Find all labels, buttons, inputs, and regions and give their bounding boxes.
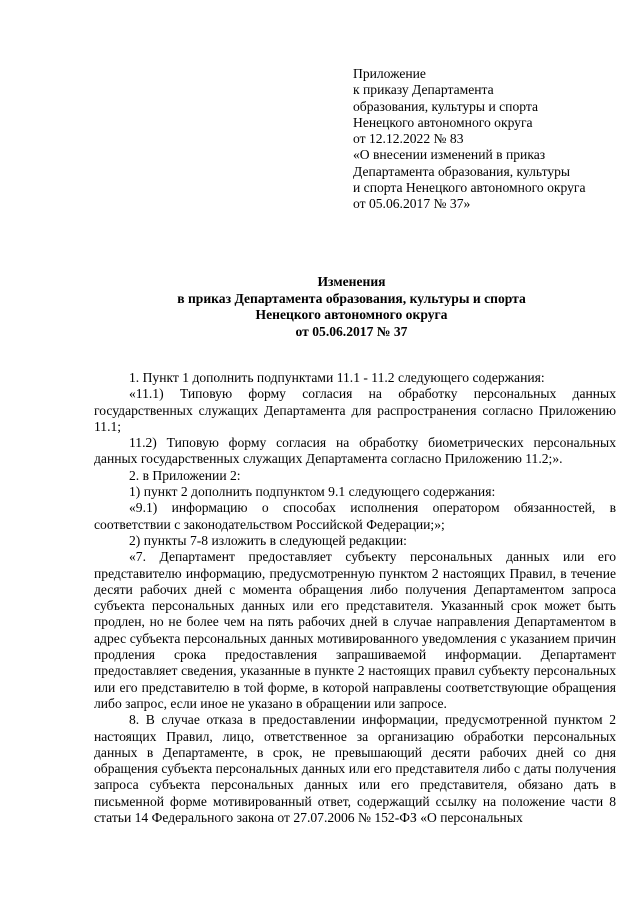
header-line: Ненецкого автономного округа <box>353 114 533 130</box>
title-line: Изменения <box>317 274 386 289</box>
paragraph: «11.1) Типовую форму согласия на обработку персональных данных государственных служащих Департамента для распространения согласно Приложению 11.1; <box>94 386 616 434</box>
header-line: Приложение <box>353 66 426 81</box>
paragraph: 2) пункты 7-8 изложить в следующей редакции: <box>129 532 407 548</box>
header-line: Департамента образования, культуры <box>353 163 571 179</box>
paragraph: 11.2) Типовую форму согласия на обработку биометрических персональных данных государственных служащих Департамента согласно Приложению 11.2;». <box>94 435 616 467</box>
title-line: в приказ Департамента образования, культуры и спорта <box>177 290 526 306</box>
document-body <box>94 370 616 826</box>
appendix-header <box>353 66 623 213</box>
paragraph: 1) пункт 2 дополнить подпунктом 9.1 следующего содержания: <box>129 484 496 500</box>
title-line: от 05.06.2017 № 37 <box>295 323 408 339</box>
header-line: от 05.06.2017 № 37» <box>353 196 471 212</box>
paragraph: 1. Пункт 1 дополнить подпунктами 11.1 - 11.2 следующего содержания: <box>129 370 545 385</box>
header-line: от 12.12.2022 № 83 <box>353 131 464 147</box>
paragraph: 8. В случае отказа в предоставлении информации, предусмотренной пунктом 2 настоящих Правил, лицо, ответственное за организацию обработки персональных данных в Департаменте, в срок, не превышающий десяти рабочих дней со дня обращения субъекта персональных данных или его представителя либо с даты получения запроса субъекта персональных данных или его представителя, обязано дать в письменной форме мотивированный ответ, содержащий ссылку на положение части 8 статьи 14 Федерального закона от 27.07.2006 № 152-ФЗ «О персональных <box>94 712 616 826</box>
title-line: Ненецкого автономного округа <box>255 307 448 323</box>
paragraph: 2. в Приложении 2: <box>129 467 241 483</box>
header-line: к приказу Департамента <box>353 82 494 98</box>
header-line: образования, культуры и спорта <box>353 98 539 114</box>
header-line: «О внесении изменений в приказ <box>353 147 546 163</box>
header-line: и спорта Ненецкого автономного округа <box>353 180 586 196</box>
paragraph: «7. Департамент предоставляет субъекту персональных данных или его представителю информацию, предусмотренную пунктом 2 настоящих Правил, в течение десяти рабочих дней с момента обращения либо получения Департаментом запроса субъекта персональных данных или его представителя. Указанный срок может быть продлен, но не более чем на пять рабочих дней в случае направления Департаментом в адрес субъекта персональных данных мотивированного уведомления с указанием причин продления срока предоставления запрашиваемой информации. Департамент предоставляет сведения, указанные в пункте 2 настоящих правил субъекту персональных или его представителю в той форме, в которой направлены соответствующие обращения либо запрос, если иное не указано в обращении или запросе. <box>94 549 616 711</box>
document-title <box>94 274 609 340</box>
paragraph: «9.1) информацию о способах исполнения оператором обязанностей, в соответствии с законодательством Российской Федерации;»; <box>94 500 616 532</box>
